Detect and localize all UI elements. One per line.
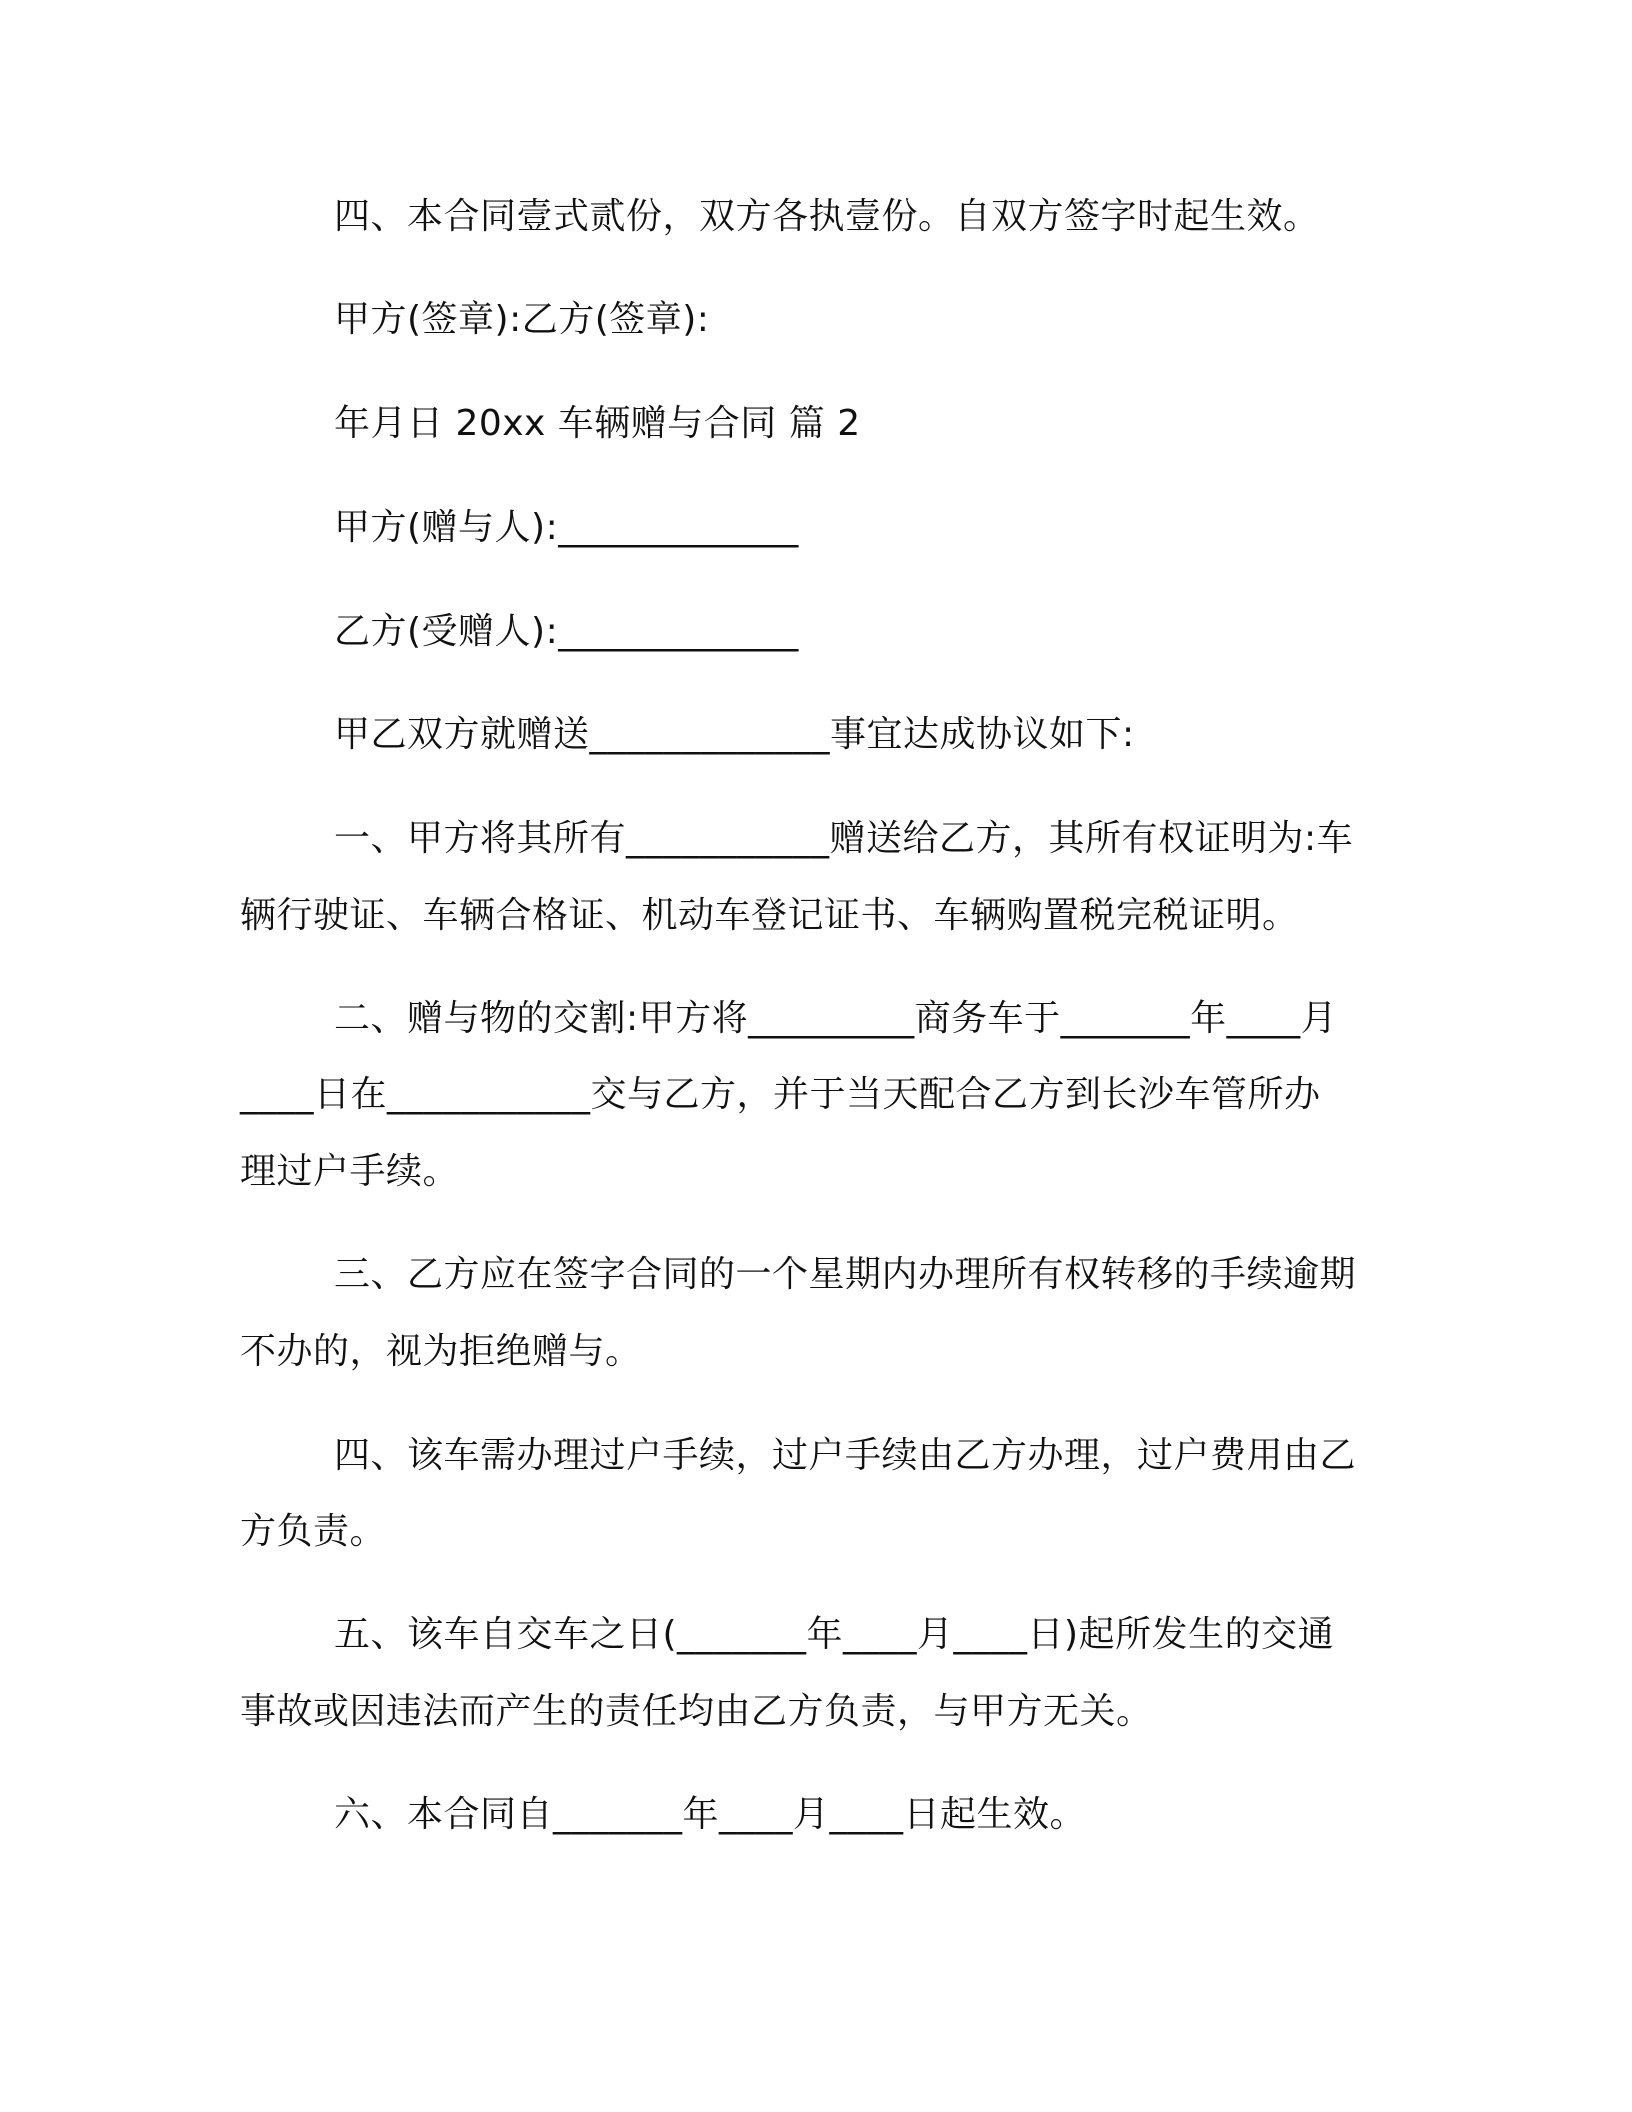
agreement-intro: 甲乙双方就赠送_____________事宜达成协议如下: xyxy=(334,714,1135,755)
clause-six: 六、本合同自_______年____月____日起生效。 xyxy=(334,1794,1087,1835)
clause-five-line-2: 事故或因违法而产生的责任均由乙方负责，与甲方无关。 xyxy=(240,1691,1153,1732)
clause-four-line-2: 方负责。 xyxy=(240,1511,387,1552)
clause-four-effective: 四、本合同壹式贰份，双方各执壹份。自双方签字时起生效。 xyxy=(334,196,1320,237)
party-a-field: 甲方(赠与人):_____________ xyxy=(334,507,799,548)
clause-two-line-2: ____日在___________交与乙方，并于当天配合乙方到长沙车管所办 xyxy=(240,1074,1321,1115)
signature-line: 甲方(签章):乙方(签章): xyxy=(334,299,710,340)
clause-two-line-3: 理过户手续。 xyxy=(240,1151,460,1192)
clause-one-line-1: 一、甲方将其所有___________赠送给乙方，其所有权证明为:车 xyxy=(334,818,1354,859)
clause-two-line-1: 二、赠与物的交割:甲方将_________商务车于_______年____月 xyxy=(334,998,1338,1039)
party-b-field: 乙方(受赠人):_____________ xyxy=(334,611,799,652)
clause-three-line-2: 不办的，视为拒绝赠与。 xyxy=(240,1331,642,1372)
clause-five-line-1: 五、该车自交车之日(_______年____月____日)起所发生的交通 xyxy=(334,1614,1335,1655)
clause-four-line-1: 四、该车需办理过户手续，过户手续由乙方办理，过户费用由乙 xyxy=(334,1435,1357,1476)
clause-three-line-1: 三、乙方应在签字合同的一个星期内办理所有权转移的手续逾期 xyxy=(334,1254,1357,1295)
clause-one-line-2: 辆行驶证、车辆合格证、机动车登记证书、车辆购置税完税证明。 xyxy=(240,895,1299,936)
section-heading: 年月日 20xx 车辆赠与合同 篇 2 xyxy=(334,403,861,444)
